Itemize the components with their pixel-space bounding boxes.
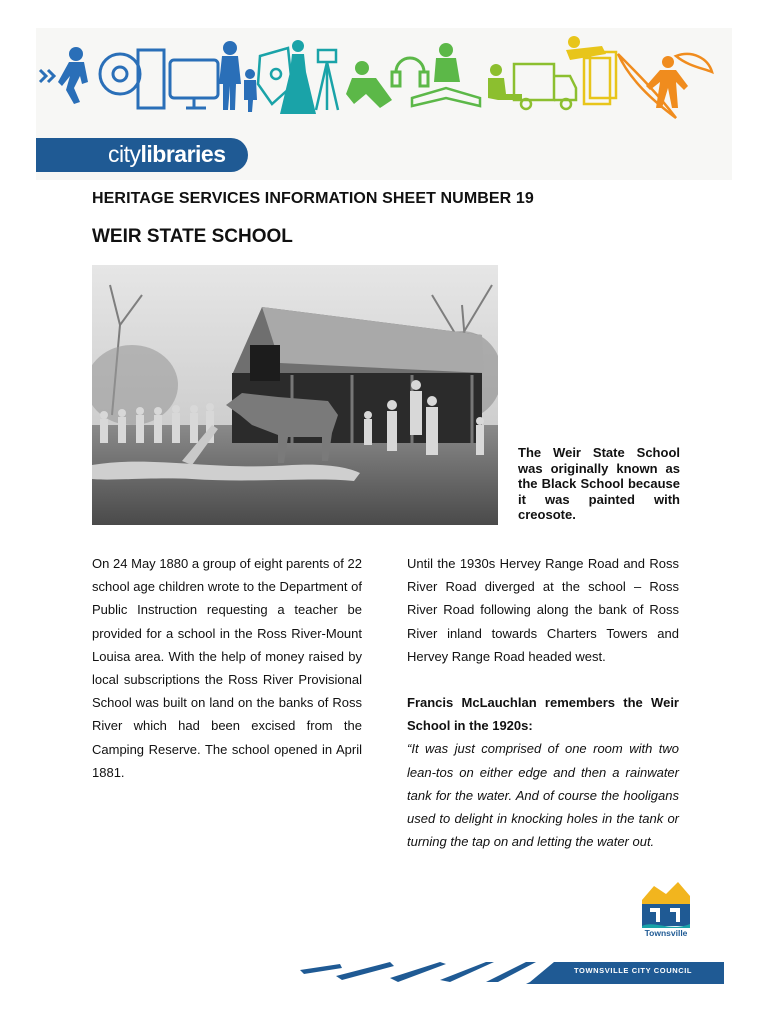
running-child-icon bbox=[58, 47, 88, 104]
headphones-icon bbox=[392, 58, 428, 86]
photo-caption: The Weir State School was originally known as the Black School because it was painted with creosote. bbox=[518, 445, 680, 522]
right-column bbox=[407, 552, 679, 853]
brand-bold: libraries bbox=[140, 141, 226, 167]
book-reader-icon bbox=[412, 43, 480, 106]
memory-quote: “It was just comprised of one room with two lean-tos on either edge and then a rainwater tank for the water. And of course the hooligans used to delight in knocking holes in the tank or turning the tap on and letting the water out. bbox=[407, 741, 679, 850]
lady-icon bbox=[280, 40, 316, 114]
brand-logo-text bbox=[108, 141, 226, 168]
memory-heading: Francis McLauchlan remembers the Weir School in the 1920s: bbox=[407, 695, 679, 734]
chevron-icon bbox=[40, 70, 54, 82]
page-title: WEIR STATE SCHOOL bbox=[92, 226, 293, 247]
skateboard-icon bbox=[676, 54, 712, 72]
paragraph-spacer bbox=[407, 668, 679, 691]
truck-icon bbox=[514, 64, 576, 109]
history-paragraph: On 24 May 1880 a group of eight parents of 22 school age children wrote to the Department of Public Instruction requesting a teacher be provided for a school in the Ross River-Mount Louisa area. With the help of money raised by local subscriptions the Ross River Provisional School was built on land on the banks of Ross River which had been excised from the Camping Reserve. The school opened in April 1881. bbox=[92, 556, 362, 780]
family-icon bbox=[219, 41, 257, 112]
brand-regular: city bbox=[108, 141, 141, 167]
cd-icon bbox=[100, 50, 164, 108]
sheet-title: HERITAGE SERVICES INFORMATION SHEET NUMBER 19 bbox=[92, 190, 534, 207]
sitting-person-icon bbox=[488, 64, 522, 100]
logo-label: Townsville bbox=[644, 928, 688, 938]
left-column bbox=[92, 552, 362, 784]
books-icon bbox=[584, 52, 616, 104]
roads-paragraph: Until the 1930s Hervey Range Road and Ross River Road diverged at the school – Ross River Road following along the bank of Ross River inland towards Charters Towers and Hervey Range Road headed west. bbox=[407, 556, 679, 664]
footer-label: TOWNSVILLE CITY COUNCIL bbox=[574, 966, 693, 975]
brand-bar bbox=[36, 138, 248, 172]
computer-icon bbox=[170, 60, 218, 108]
historic-school-photo bbox=[92, 265, 498, 525]
camera-icon bbox=[316, 50, 338, 110]
lying-reader-icon bbox=[566, 36, 606, 60]
reading-child-icon bbox=[346, 61, 392, 108]
banner-illustration bbox=[36, 28, 732, 138]
